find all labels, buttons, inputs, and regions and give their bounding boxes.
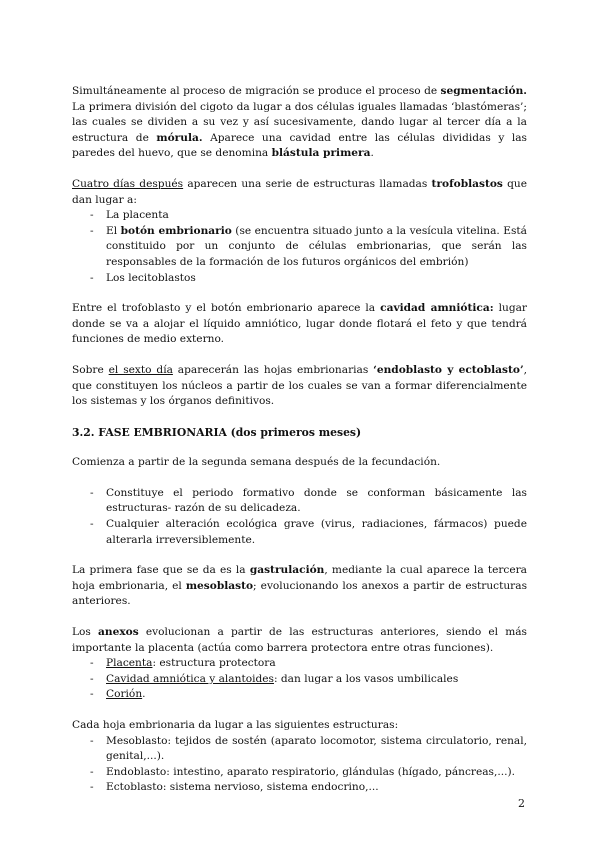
paragraph-gastrulacion [72, 563, 527, 610]
underlined-term: Cavidad amniótica y alantoides [106, 672, 274, 685]
paragraph-hojas-embrionarias [72, 363, 527, 410]
bold-term: trofoblastos [431, 177, 503, 190]
underlined-term: el sexto día [108, 363, 173, 376]
paragraph-anexos [72, 625, 527, 656]
paragraph-cavidad-amniotica [72, 301, 527, 348]
text: Los [72, 626, 99, 639]
underlined-term: Corión [106, 688, 143, 701]
list-item [72, 672, 527, 688]
text: aparecen una serie de estructuras llamadas [183, 177, 432, 190]
text: ; evolucionando los anexos a partir de estructuras anteriores. [72, 579, 528, 608]
text: evolucionan a partir de las estructuras anteriores, siendo el más importante la placenta (actúa como barrera protectora entre otras funciones). [72, 626, 527, 654]
paragraph-trofoblastos [72, 177, 527, 208]
list-item [72, 687, 527, 703]
paragraph-hojas-estructuras: Cada hoja embrionaria da lugar a las siguientes estructuras: [72, 719, 399, 731]
list-item: - La placenta [72, 208, 527, 224]
page-content [72, 84, 527, 796]
bold-term: botón embrionario [120, 224, 232, 237]
bold-term: blástula primera [271, 147, 371, 160]
text: Simultáneamente al proceso de migración se produce el proceso de [72, 85, 441, 97]
text: lugar donde se va a alojar el líquido amniótico, lugar donde flotará el feto y que tendrá funciones de medio externo. [72, 302, 527, 346]
list-item: - Ectoblasto: sistema nervioso, sistema endocrino,... [72, 780, 527, 796]
text: : dan lugar a los vasos umbilicales [273, 672, 459, 685]
underlined-term: Placenta [106, 657, 153, 670]
text: La primera fase que se da es la [72, 564, 250, 577]
paragraph-comienzo: Comienza a partir de la segunda semana después de la fecundación. [72, 456, 441, 469]
list-item: - Constituye el periodo formativo donde se conforman básicamente las estructuras- razón de su delicadeza. [72, 486, 527, 517]
list-item: - Mesoblasto: tejidos de sostén (aparato locomotor, sistema circulatorio, renal, genital,...). [72, 734, 527, 765]
text: : estructura protectora [152, 657, 276, 670]
bold-term: gastrulación [249, 564, 325, 577]
list-item: - Cualquier alteración ecológica grave (virus, radiaciones, fármacos) puede alterarla irreversiblemente. [72, 517, 527, 548]
text: . [370, 147, 374, 160]
list-anexos [72, 656, 527, 703]
text: aparecerán las hojas embrionarias [172, 363, 374, 376]
text: (se encuentra situado junto a la vesícula vitelina. Está constituido por un conjunto de células embrionarias, que serán las responsables de la formación de los futuros orgánicos del embrión) [106, 224, 528, 268]
bold-term: segmentación. [440, 85, 527, 97]
section-heading: 3.2. FASE EMBRIONARIA (dos primeros meses) [72, 425, 362, 439]
bold-term: cavidad amniótica: [380, 302, 494, 315]
underlined-term: Cuatro días después [72, 177, 184, 190]
list-item [72, 224, 527, 271]
text: Aparece una cavidad entre las células divididas y las paredes del huevo, que se denomina [72, 131, 527, 160]
text: que dan lugar a: [72, 177, 528, 206]
page-number: 2 [518, 797, 525, 810]
text: , que constituyen los núcleos a partir de los cuales se van a formar diferencialmente los sistemas y los órganos definitivos. [72, 363, 528, 408]
text: El [106, 224, 121, 237]
text: . [142, 688, 146, 701]
bold-term: ‘endoblasto y ectoblasto’ [373, 363, 524, 376]
list-fase-embrionaria [72, 486, 527, 548]
bold-term: mórula. [156, 131, 203, 144]
list-item: - Los lecitoblastos [72, 271, 527, 287]
bold-term: anexos [98, 626, 139, 639]
list-item: - Endoblasto: intestino, aparato respiratorio, glándulas (hígado, páncreas,...). [72, 765, 527, 781]
text: Entre el trofoblasto y el botón embrionario aparece la [72, 302, 381, 315]
list-trofoblastos [72, 208, 527, 286]
text: Sobre [72, 363, 109, 376]
paragraph-segmentacion [72, 84, 527, 162]
text: , mediante la cual aparece la tercera hoja embrionaria, el [72, 564, 527, 592]
text: La primera división del cigoto da lugar a dos células iguales llamadas ‘blastómeras’; las cuales se dividen a su vez y así sucesivamente, dando lugar al tercer día a la estructura de [72, 100, 527, 144]
list-hojas-estructuras [72, 734, 527, 796]
list-item [72, 656, 527, 672]
bold-term: mesoblasto [185, 579, 254, 592]
